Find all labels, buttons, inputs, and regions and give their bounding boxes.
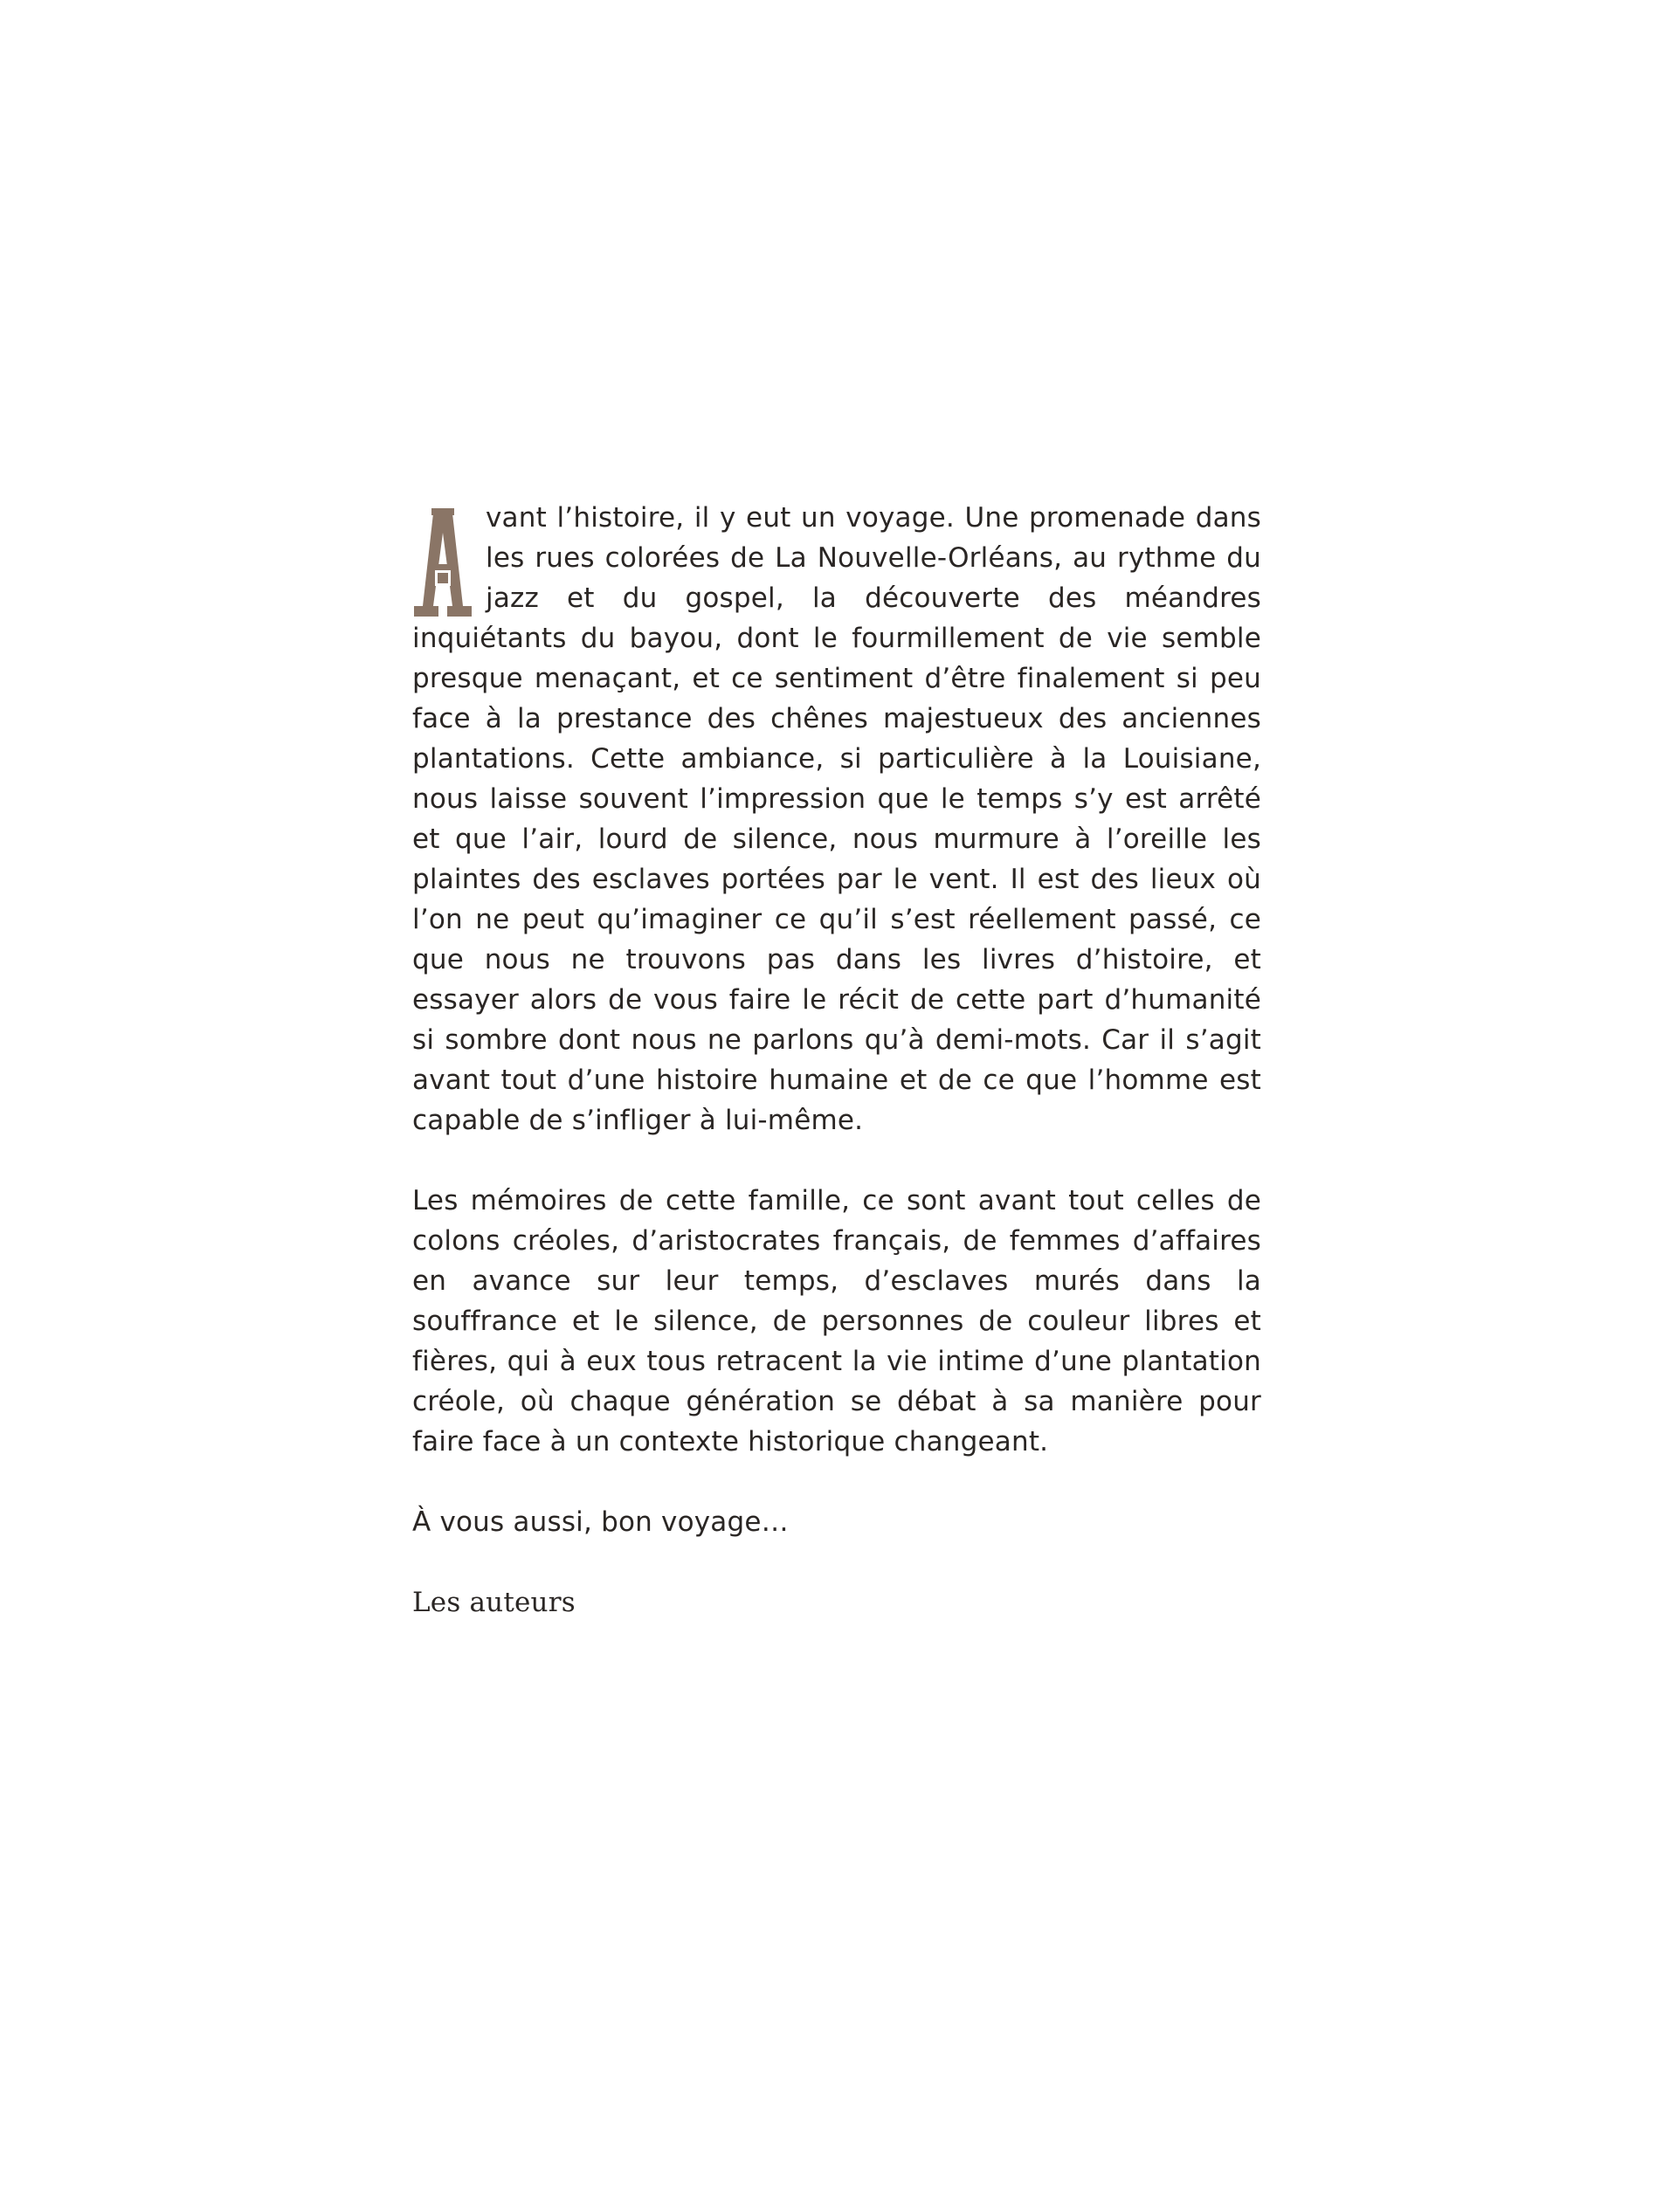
drop-cap-a-glyph (412, 506, 473, 618)
signature: Les auteurs (412, 1587, 576, 1618)
paragraph-2: Les mémoires de cette famille, ce sont avant tout celles de colons créoles, d’aristocrates français, de femmes d’affaires en avance sur leur temps, d’esclaves murés dans la souffrance et le silence, de personnes de couleur libres et fières, qui à eux tous retracent la vie intime d’une plantation créole, où chaque génération se débat à sa manière pour faire face à un contexte historique changeant. (412, 1185, 1261, 1457)
closing-wish: À vous aussi, bon voyage… (412, 1506, 789, 1538)
drop-cap-a (412, 506, 473, 618)
preface-text (412, 498, 1261, 1623)
paragraph-1-text: vant l’histoire, il y eut un voyage. Une promenade dans les rues colorées de La Nouvelle-Orléans, au rythme du jazz et du gospel, la découverte des méandres inquiétants du bayou, dont le fourmillement de vie semble presque menaçant, et ce sentiment d’être finalement si peu face à la prestance des chênes majestueux des anciennes plantations. Cette ambiance, si particulière à la Louisiane, nous laisse souvent l’impression que le temps s’y est arrêté et que l’air, lourd de silence, nous murmure à l’oreille les plaintes des esclaves portées par le vent. Il est des lieux où l’on ne peut qu’imaginer ce qu’il s’est réellement passé, ce que nous ne trouvons pas dans les livres d’histoire, et essayer alors de vous faire le récit de cette part d’humanité si sombre dont nous ne parlons qu’à demi-mots. Car il s’agit avant tout d’une histoire humaine et de ce que l’homme est capable de s’infliger à lui-même. (412, 502, 1261, 1136)
paragraph-1 (412, 498, 1261, 1140)
